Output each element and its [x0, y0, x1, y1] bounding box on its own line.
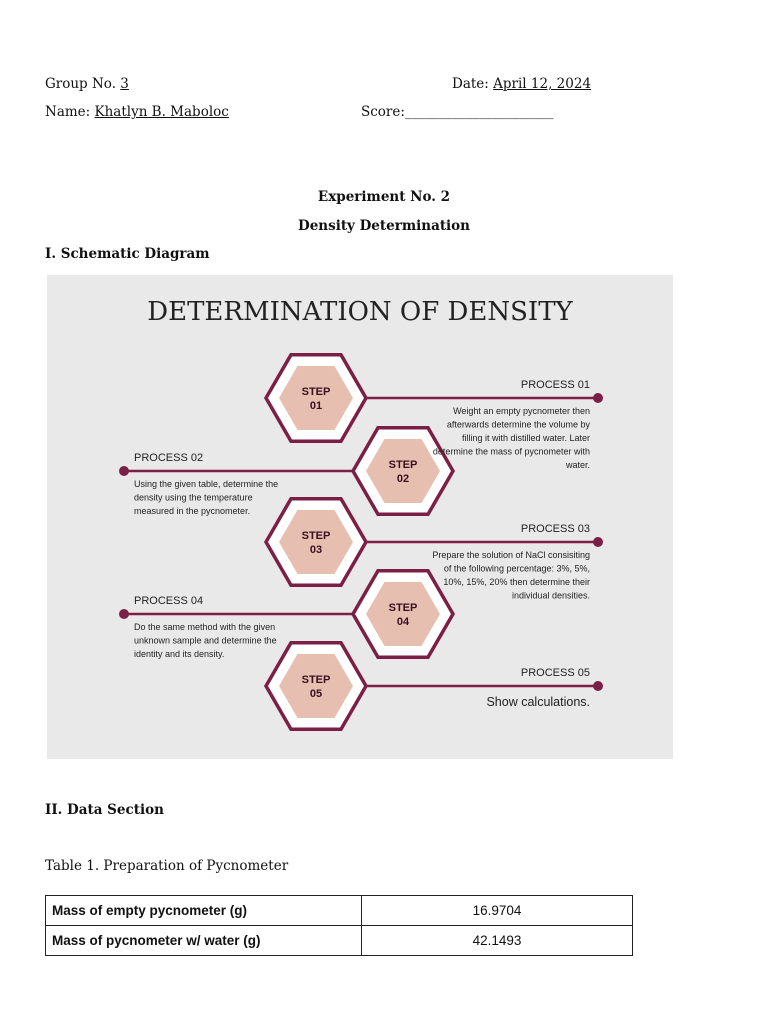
- group-value: 3: [120, 76, 129, 92]
- date-value: April 12, 2024: [493, 76, 592, 92]
- process-label: PROCESS 04: [134, 595, 204, 607]
- name-field: [45, 104, 229, 120]
- step-number: 01: [309, 400, 323, 412]
- process-text: afterwards determine the volume by: [446, 419, 590, 430]
- process-text: determine the mass of pycnometer with: [432, 446, 590, 457]
- process-text: filling it with distilled water. Later: [461, 433, 590, 443]
- connector-dot: [119, 466, 129, 476]
- process-text: Using the given table, determine the: [134, 479, 279, 489]
- name-label: Name:: [45, 104, 91, 120]
- process-text: identity and its density.: [134, 649, 225, 659]
- process-text: Prepare the solution of NaCl consisiting: [432, 550, 590, 560]
- diagram-title: DETERMINATION OF DENSITY: [147, 297, 573, 327]
- table-caption: Table 1. Preparation of Pycnometer: [45, 858, 289, 874]
- process-label: PROCESS 02: [134, 452, 204, 464]
- process-text: unknown sample and determine the: [134, 635, 277, 646]
- step-label: STEP: [301, 386, 331, 398]
- process-text: water.: [565, 460, 590, 470]
- process-label: PROCESS 05: [520, 667, 590, 679]
- section-heading-schematic: I. Schematic Diagram: [45, 246, 210, 262]
- date-field: [452, 76, 591, 92]
- process-text: of the following percentage: 3%, 5%,: [443, 563, 590, 574]
- table-cell-value: 42.1493: [362, 926, 633, 956]
- process-text: 10%, 15%, 20% then determine their: [443, 577, 590, 587]
- process-label: PROCESS 03: [520, 523, 590, 535]
- step-label: STEP: [388, 459, 418, 471]
- connector-dot: [593, 537, 603, 547]
- table-row: [46, 896, 633, 926]
- table-row: [46, 926, 633, 956]
- process-label: PROCESS 01: [520, 379, 590, 391]
- step-label: STEP: [388, 602, 418, 614]
- step-label: STEP: [301, 674, 331, 686]
- process-text: Show calculations.: [486, 695, 590, 709]
- schematic-diagram: [47, 275, 673, 759]
- score-label: Score:: [361, 104, 405, 120]
- connector-dot: [593, 681, 603, 691]
- step-number: 02: [396, 473, 410, 485]
- section-heading-data: II. Data Section: [45, 802, 164, 818]
- experiment-number: Experiment No. 2: [317, 189, 451, 205]
- name-value: Khatlyn B. Maboloc: [94, 104, 229, 120]
- date-label: Date:: [452, 76, 489, 92]
- process-text: individual densities.: [511, 590, 590, 601]
- pycnometer-table: [45, 895, 633, 956]
- process-text: measured in the pycnometer.: [134, 506, 251, 516]
- step-number: 05: [309, 688, 323, 700]
- step-number: 04: [396, 616, 410, 628]
- process-text: Weight an empty pycnometer then: [453, 406, 590, 416]
- table-cell-label: Mass of empty pycnometer (g): [46, 896, 362, 926]
- table-cell-label: Mass of pycnometer w/ water (g): [46, 926, 362, 956]
- process-text: Do the same method with the given: [134, 622, 276, 632]
- step-label: STEP: [301, 530, 331, 542]
- group-label: Group No.: [45, 76, 116, 92]
- connector-dot: [593, 393, 603, 403]
- group-number: [45, 76, 129, 92]
- score-field: [361, 104, 553, 120]
- score-blank: ______________________: [404, 104, 554, 120]
- connector-dot: [119, 609, 129, 619]
- step-number: 03: [309, 544, 323, 556]
- diagram-svg: [47, 275, 673, 759]
- experiment-title: Density Determination: [297, 218, 470, 234]
- table-cell-value: 16.9704: [362, 896, 633, 926]
- process-text: density using the temperature: [134, 492, 253, 503]
